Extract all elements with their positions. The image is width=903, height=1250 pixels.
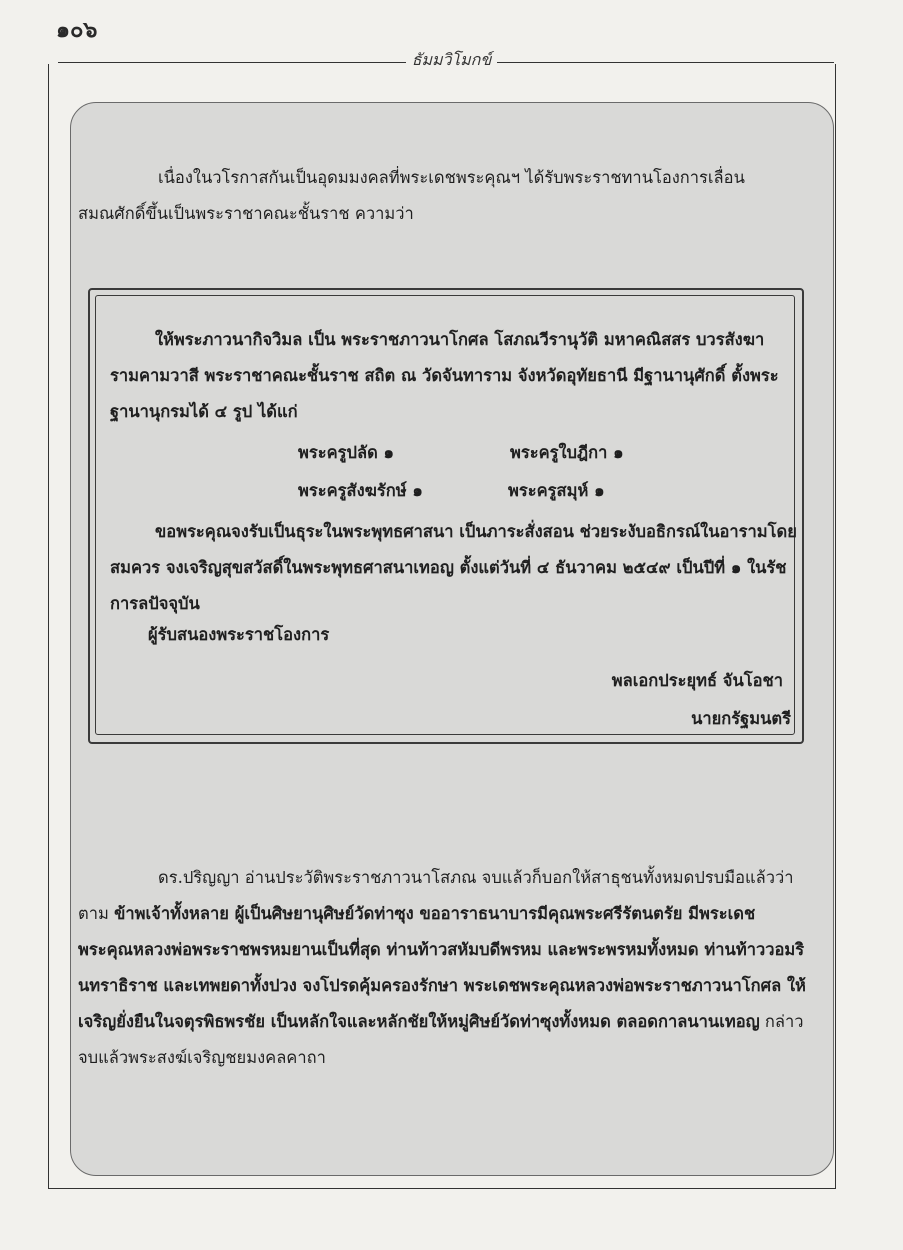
signer-role: ผู้รับสนองพระราชโองการ — [148, 625, 330, 644]
closing-prayer: ข้าพเจ้าทั้งหลาย ผู้เป็นศิษยานุศิษย์วัดท่าซุง ขออาราธนาบารมีคุณพระศรีรัตนตรัย มีพระเดชพระคุณหลวงพ่อพระราชพรหมยานเป็นที่สุด ท่านท้าวสหัมบดีพรหม และพระพรหมทั้งหมด ท่านท้าววอมรินทราธิราช และเทพยดาทั้งปวง จงโปรดคุ้มครองรักษา พระเดชพระคุณหลวงพ่อพระราชภาวนาโกศล ให้เจริญยั่งยืนในจตุรพิธพรชัย เป็นหลักใจและหลักชัยให้หมู่ศิษย์วัดท่าซุงทั้งหมด ตลอดกาลนานเทอญ — [78, 904, 806, 1031]
decree-paragraph-1: ให้พระภาวนากิจวิมล เป็น พระราชภาวนาโกศล โสภณวีรานุวัติ มหาคณิสสร บวรสังฆารามคามวาสี พระราชาคณะชั้นราช สถิต ณ วัดจันทาราม จังหวัดอุทัยธานี มีฐานานุศักดิ์ ตั้งพระฐานานุกรมได้ ๔ รูป ได้แก่ — [110, 330, 779, 421]
closing-paragraph — [78, 860, 808, 1076]
running-title-text: ธัมมวิโมกข์ — [406, 50, 498, 69]
monk-item: พระครูใบฎีกา ๑ — [510, 443, 624, 462]
decree-full-frame — [88, 285, 800, 457]
closing-lead: ดร.ปริญญา อ่านประวัติพระราชภาวนาโสภณ จบแล้วก็บอกให้สาธุชนทั้งหมดปรบมือแล้วว่าตาม — [78, 868, 794, 923]
closing-tail: กล่าวจบแล้วพระสงฆ์เจริญชยมงคลคาถา — [78, 1012, 804, 1067]
signer-name: พลเอกประยุทธ์ จันโอชา — [611, 671, 783, 690]
monk-item: พระครูสังฆรักษ์ ๑ — [298, 481, 423, 500]
decree-paragraph-2: ขอพระคุณจงรับเป็นธุระในพระพุทธศาสนา เป็นภาระสั่งสอน ช่วยระงับอธิกรณ์ในอารามโดยสมควร จงเจริญสุขสวัสดิ์ในพระพุทธศาสนาเทอญ ตั้งแต่วันที่ ๔ ธันวาคม ๒๕๔๙ เป็นปีที่ ๑ ในรัชการลปัจจุบัน — [110, 522, 797, 613]
signer-title: นายกรัฐมนตรี — [691, 709, 791, 728]
page-number: ๑๐๖ — [56, 18, 98, 43]
monk-item: พระครูปลัด ๑ — [298, 443, 395, 462]
monk-item: พระครูสมุห์ ๑ — [508, 481, 605, 500]
intro-paragraph: เนื่องในวโรกาสกันเป็นอุดมมงคลที่พระเดชพระคุณฯ ได้รับพระราชทานโองการเลื่อนสมณศักดิ์ขึ้นเป็นพระราชาคณะชั้นราช ความว่า — [78, 168, 745, 223]
